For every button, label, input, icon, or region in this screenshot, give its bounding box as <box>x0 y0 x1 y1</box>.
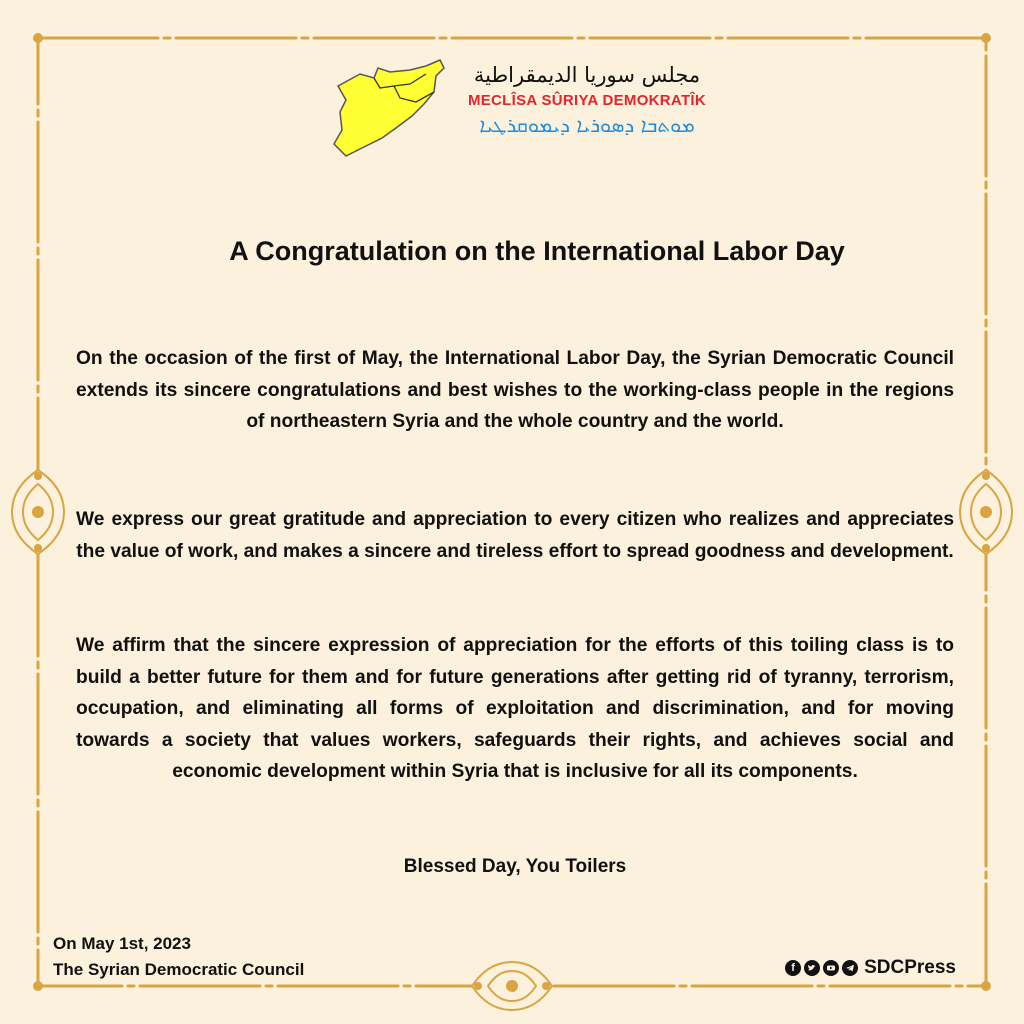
social-links <box>785 957 956 979</box>
paragraph-3: We affirm that the sincere expression of appreciation for the efforts of this toiling class is to build a better future for them and for future generations after getting rid of tyranny, terrorism, occupation, and eliminating all forms of exploitation and discrimination, and for moving towards a society that values workers, safeguards their rights, and achieves social and economic development within Syria that is inclusive for all its components. <box>76 635 954 782</box>
bottom-ornament <box>472 962 552 1010</box>
paragraph-2: We express our great gratitude and appreciation to every citizen who realizes and appreciates the value of work, and makes a sincere and tireless effort to spread goodness and development. <box>76 509 954 562</box>
kurdish-name: MECLÎSA SÛRIYA DEMOKRATÎK <box>467 92 707 109</box>
footer-organization: The Syrian Democratic Council <box>53 960 305 979</box>
closing-line: Blessed Day, You Toilers <box>403 856 627 877</box>
social-handle[interactable]: SDCPress <box>864 957 956 978</box>
paragraph-1: On the occasion of the first of May, the International Labor Day, the Syrian Democratic Council extends its sincere congratulations and best wishes to the working-class people in the regions of northeastern Syria and the whole country and the world. <box>76 348 954 432</box>
footer-date: On May 1st, 2023 <box>53 934 191 953</box>
left-ornament <box>12 470 64 554</box>
facebook-icon[interactable]: f <box>785 960 801 976</box>
right-ornament <box>960 470 1012 554</box>
page-title: A Congratulation on the International Labor Day <box>229 236 845 266</box>
arabic-name: مجلس سوريا الديمقراطية <box>473 63 701 87</box>
syria-map-logo <box>330 58 450 158</box>
telegram-icon[interactable] <box>842 960 858 976</box>
twitter-icon[interactable] <box>804 960 820 976</box>
organization-logo-text <box>452 62 722 137</box>
syriac-name: ܡܘܬܒܐ ܕܣܘܪܝܐ ܕܝܡܘܩܪܛܝܐ <box>479 113 695 137</box>
youtube-icon[interactable] <box>823 960 839 976</box>
